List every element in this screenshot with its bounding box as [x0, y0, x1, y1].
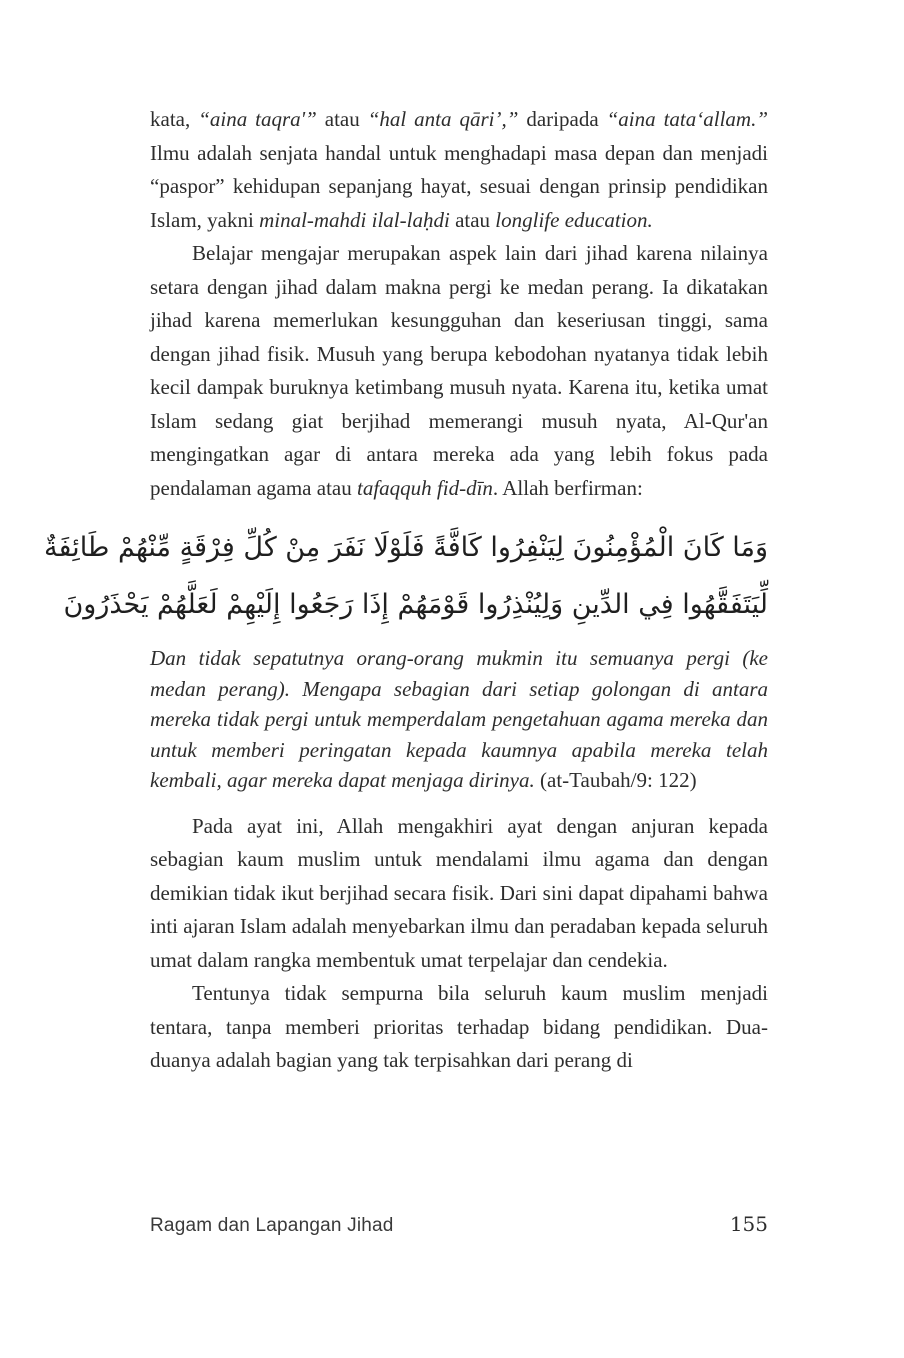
page-footer	[150, 1212, 768, 1237]
running-title: Ragam dan Lapangan Jihad	[150, 1215, 394, 1236]
quran-verse-arabic	[44, 519, 768, 633]
arabic-verse-line-1: وَمَا كَانَ الْمُؤْمِنُونَ لِيَنْفِرُوا كَافَّةً فَلَوْلَا نَفَرَ مِنْ كُلِّ فِرْقَةٍ مِّنْهُمْ طَائِفَةٌ	[44, 532, 768, 563]
text-run: atau	[449, 207, 496, 232]
paragraph-pada-ayat-ini	[150, 810, 768, 978]
text-run: . Allah berfirman:	[492, 475, 643, 500]
text-run: (at-Taubah/9: 122)	[534, 768, 697, 792]
italic-text-run: minal-mahdi ilal-laḥdi	[259, 207, 450, 232]
text-run: Tentunya tidak sempurna bila seluruh kaum muslim menjadi tentara, tanpa memberi prioritas terhadap bidang pendidikan. Dua-duanya adalah bagian yang tak terpisahkan dari perang di	[150, 981, 768, 1072]
italic-text-run: “aina taqra'”	[198, 107, 317, 131]
text-run: Pada ayat ini, Allah mengakhiri ayat dengan anjuran kepada sebagian kaum muslim untuk mendalami ilmu agama dan dengan demikian tidak ikut berjihad secara fisik. Dari sini dapat dipahami bahwa inti ajaran Islam adalah menyebarkan ilmu dan peradaban kepada seluruh umat dalam rangka membentuk umat terpelajar dan cendekia.	[150, 813, 768, 972]
paragraph-belajar-mengajar	[150, 237, 768, 505]
text-run: atau	[316, 107, 368, 131]
paragraph-continuation	[150, 103, 768, 237]
arabic-verse-line-2: لِّيَتَفَقَّهُوا فِي الدِّينِ وَلِيُنْذِرُوا قَوْمَهُمْ إِذَا رَجَعُوا إِلَيْهِمْ لَعَلَّهُمْ يَحْذَرُونَ	[63, 589, 768, 620]
page-body	[44, 103, 768, 1078]
text-run: kata,	[150, 107, 199, 131]
paragraph-tentunya	[150, 977, 768, 1078]
text-run: Belajar mengajar merupakan aspek lain dari jihad karena nilainya setara dengan jihad dalam makna pergi ke medan perang. Ia dikatakan jihad karena memerlukan kesungguhan dan keseriusan tinggi, sama dengan jihad fisik. Musuh yang berupa kebodohan nyatanya tidak lebih kecil dampak buruknya ketimbang musuh nyata. Karena itu, ketika umat Islam sedang giat berjihad memerangi musuh nyata, Al-Qur'an mengingatkan agar di antara mereka ada yang lebih fokus pada pendalaman agama atau	[150, 241, 768, 500]
italic-text-run: Dan tidak sepatutnya orang-orang mukmin itu semuanya pergi (ke medan perang). Mengapa sebagian dari setiap golongan di antara mereka tidak pergi untuk memperdalam pengetahuan agama mereka dan untuk memberi peringatan kepada kaumnya apabila mereka telah kembali, agar mereka dapat menjaga dirinya.	[150, 646, 768, 792]
italic-text-run: tafaqquh fid-dīn	[356, 475, 493, 500]
italic-text-run: longlife education.	[495, 207, 653, 232]
text-run: Ilmu adalah senjata handal untuk menghadapi masa depan dan menjadi “paspor” kehidupan sepanjang hayat, sesuai dengan prinsip pendidikan Islam, yakni	[150, 140, 768, 232]
verse-translation	[150, 643, 768, 796]
italic-text-run: “hal anta qāri’,”	[367, 107, 519, 131]
text-run: daripada	[518, 107, 607, 131]
page-number: 155	[729, 1212, 768, 1236]
italic-text-run: “aina tata‘allam.”	[606, 107, 768, 131]
